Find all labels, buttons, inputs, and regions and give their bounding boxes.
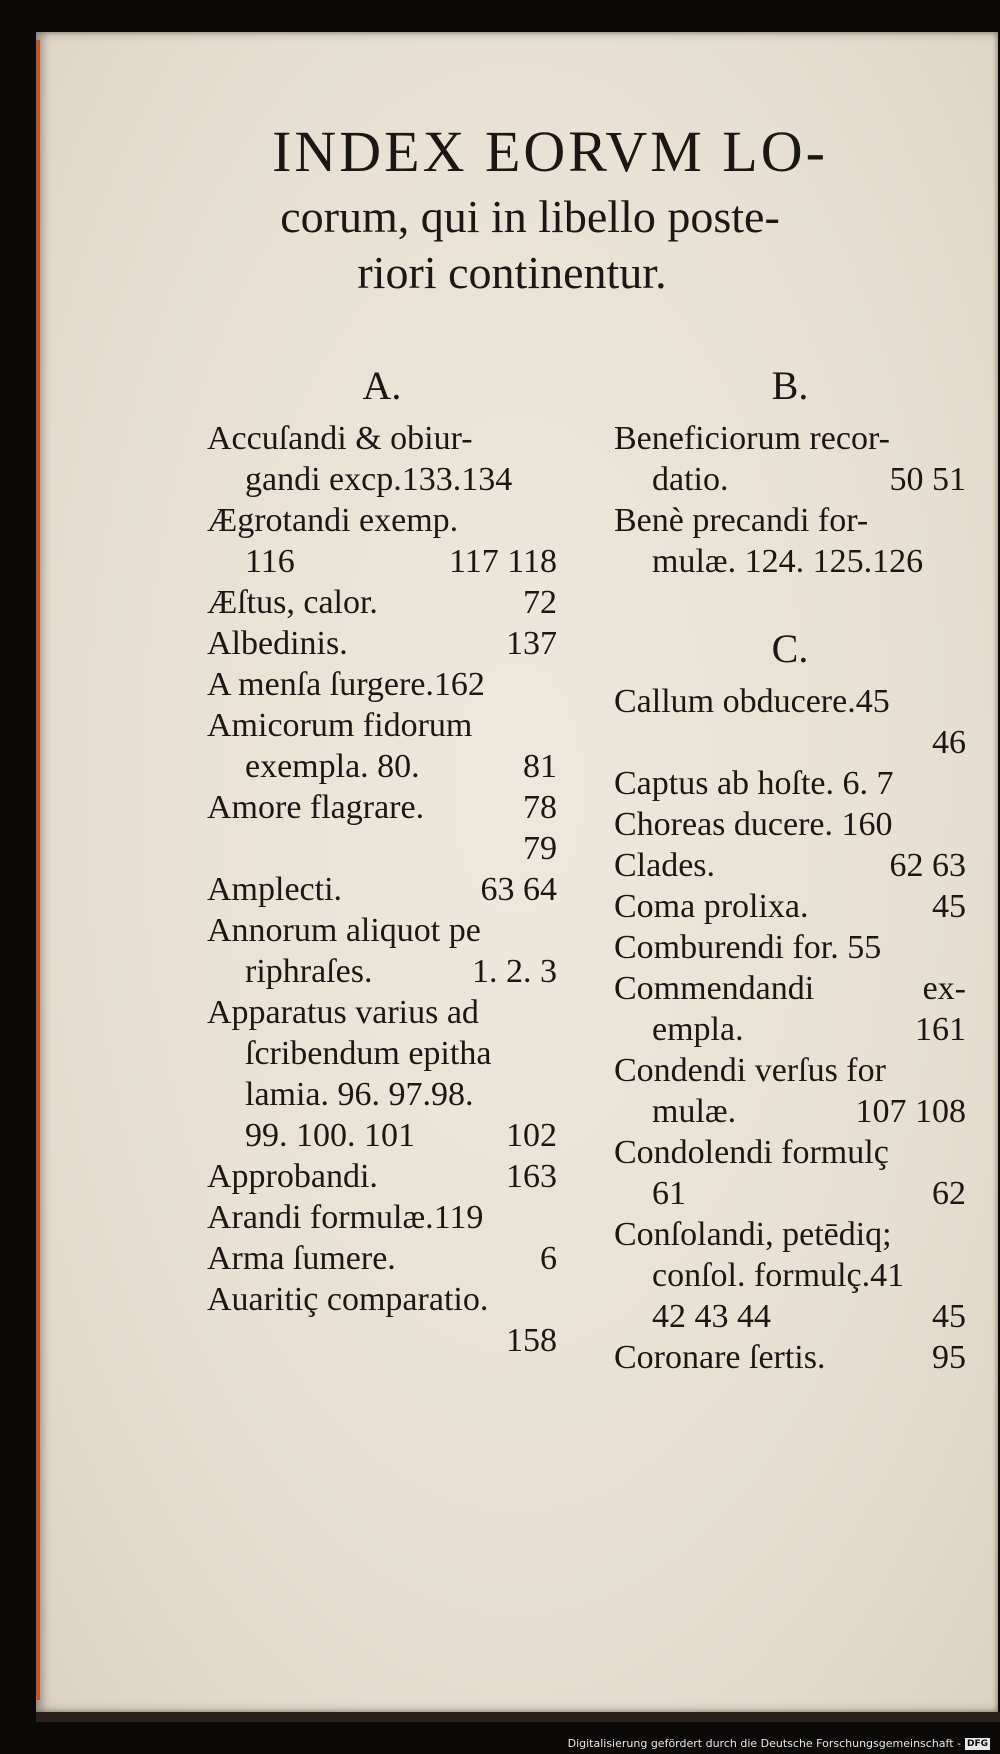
index-entry <box>614 886 966 927</box>
index-entry <box>207 910 557 951</box>
entry-term: Approbandi. <box>207 1158 378 1195</box>
index-entry <box>207 1156 557 1197</box>
entry-term: Commendandi <box>614 970 815 1007</box>
entry-page-numbers: 95 <box>932 1339 966 1376</box>
index-entry <box>614 722 966 763</box>
entry-term: Arma ſumere. <box>207 1240 396 1277</box>
index-entry <box>614 1091 966 1132</box>
index-entry <box>614 1255 966 1296</box>
index-entry <box>207 1115 557 1156</box>
entry-term: Choreas ducere. 160 <box>614 806 893 843</box>
entry-page-numbers: ex- <box>922 970 966 1007</box>
entry-page-numbers: 45 <box>932 888 966 925</box>
section-letter-c: C. <box>771 626 809 671</box>
entry-page-numbers: 102 <box>506 1117 557 1154</box>
entry-page-numbers: 137 <box>506 625 557 662</box>
index-entry <box>614 1132 966 1173</box>
entry-term: A menſa ſurgere.162 <box>207 666 485 703</box>
index-entry <box>614 968 966 1009</box>
entry-term: datio. <box>652 461 729 498</box>
entry-term: Condolendi formulç <box>614 1134 889 1171</box>
entry-page-numbers: 1. 2. 3 <box>472 953 557 990</box>
index-entry <box>614 1337 966 1378</box>
index-entry <box>207 787 557 828</box>
entry-term: Condendi verſus for <box>614 1052 886 1089</box>
title-line-3: riori continentur. <box>357 247 667 298</box>
index-entry <box>207 418 557 459</box>
entry-term: Conſolandi, petēdiq; <box>614 1216 892 1253</box>
entry-term: Amicorum fidorum <box>207 707 473 744</box>
index-entry <box>614 1214 966 1255</box>
entry-term: Arandi formulæ.119 <box>207 1199 484 1236</box>
index-entry <box>614 845 966 886</box>
index-entry <box>207 1074 557 1115</box>
section-letter-b: B. <box>771 363 809 408</box>
entry-term: Albedinis. <box>207 625 348 662</box>
entry-term: 61 <box>652 1175 686 1212</box>
entry-page-numbers: 163 <box>506 1158 557 1195</box>
index-entry <box>207 1279 557 1320</box>
entry-term: exempla. 80. <box>245 748 420 785</box>
index-entry <box>207 951 557 992</box>
entry-term: Captus ab hoſte. 6. 7 <box>614 765 894 802</box>
entry-page-numbers: 81 <box>523 748 557 785</box>
entry-page-numbers: 107 108 <box>855 1093 966 1130</box>
entry-term: 116 <box>245 543 295 580</box>
entry-page-numbers: 72 <box>523 584 557 621</box>
index-entry <box>207 992 557 1033</box>
entry-page-numbers: 78 <box>523 789 557 826</box>
title-line-1: INDEX EORVM LO- <box>272 119 828 184</box>
index-column-a <box>207 360 557 1361</box>
entry-page-numbers: 158 <box>506 1322 557 1359</box>
section-letter-a: A. <box>362 363 402 408</box>
entry-page-numbers: 46 <box>932 724 966 761</box>
entry-term: 42 43 44 <box>652 1298 771 1335</box>
index-entry <box>207 623 557 664</box>
index-entry <box>614 804 966 845</box>
entry-term: Comburendi for. 55 <box>614 929 882 966</box>
index-entry <box>207 1197 557 1238</box>
entry-term: Benè precandi for- <box>614 502 869 539</box>
entry-term: mulæ. <box>652 1093 737 1130</box>
entry-term: mulæ. 124. 125.126 <box>652 543 924 580</box>
entry-term: 99. 100. 101 <box>245 1117 415 1154</box>
index-entry <box>614 1173 966 1214</box>
entry-page-numbers: 62 63 <box>889 847 966 884</box>
entry-page-numbers: 63 64 <box>480 871 557 908</box>
entry-term: Coronare ſertis. <box>614 1339 826 1376</box>
index-entry <box>207 828 557 869</box>
entry-term: Beneficiorum recor- <box>614 420 890 457</box>
entry-page-numbers: 45 <box>932 1298 966 1335</box>
index-entry <box>614 1296 966 1337</box>
entry-term: gandi excp.133.134 <box>245 461 513 498</box>
entry-term: Callum obducere.45 <box>614 683 890 720</box>
entry-term: Auaritiç comparatio. <box>207 1281 489 1318</box>
dfg-logo: DFG <box>966 1738 988 1749</box>
index-entry <box>614 541 966 582</box>
entry-term: Annorum aliquot pe <box>207 912 481 949</box>
entry-page-numbers: 161 <box>915 1011 966 1048</box>
entry-term: Ægrotandi exemp. <box>207 502 459 539</box>
entry-term: Æſtus, calor. <box>207 584 378 621</box>
index-entry <box>207 459 557 500</box>
index-entry <box>207 500 557 541</box>
entry-page-numbers: 117 118 <box>449 543 557 580</box>
page-bottom-shadow <box>36 1712 1000 1722</box>
entry-term: Accuſandi & obiur- <box>207 420 473 457</box>
entry-term: lamia. 96. 97.98. <box>245 1076 474 1113</box>
entry-page-numbers: 79 <box>523 830 557 867</box>
entry-term: empla. <box>652 1011 744 1048</box>
index-entry <box>207 705 557 746</box>
index-entry <box>614 500 966 541</box>
entry-page-numbers: 50 51 <box>889 461 966 498</box>
index-entry <box>207 1320 557 1361</box>
index-entry <box>614 1009 966 1050</box>
index-entry <box>614 418 966 459</box>
entry-term: Coma prolixa. <box>614 888 809 925</box>
index-entry <box>207 1033 557 1074</box>
index-entry <box>207 541 557 582</box>
index-entry <box>614 681 966 722</box>
index-column-b <box>614 360 966 1378</box>
entry-term: Amore flagrare. <box>207 789 425 826</box>
index-entry <box>207 582 557 623</box>
entry-term: ſcribendum epitha <box>245 1035 492 1072</box>
index-entry <box>207 746 557 787</box>
footer-text: Digitalisierung gefördert durch die Deutsche Forschungsgemeinschaft - <box>567 1737 961 1750</box>
entry-term: Apparatus varius ad <box>207 994 479 1031</box>
entry-term: Clades. <box>614 847 716 884</box>
entry-page-numbers: 6 <box>540 1240 557 1277</box>
index-entry <box>207 664 557 705</box>
entry-term: conſol. formulç.41 <box>652 1257 905 1294</box>
index-entry <box>614 763 966 804</box>
footer <box>568 1737 990 1750</box>
entry-page-numbers: 62 <box>932 1175 966 1212</box>
section-gap <box>614 582 966 623</box>
index-entry <box>614 1050 966 1091</box>
index-entry <box>207 1238 557 1279</box>
index-entry <box>207 869 557 910</box>
entry-term: riphraſes. <box>245 953 373 990</box>
entry-term: Amplecti. <box>207 871 343 908</box>
index-entry <box>614 459 966 500</box>
index-entry <box>614 927 966 968</box>
title-line-2: corum, qui in libello poste- <box>280 191 780 242</box>
